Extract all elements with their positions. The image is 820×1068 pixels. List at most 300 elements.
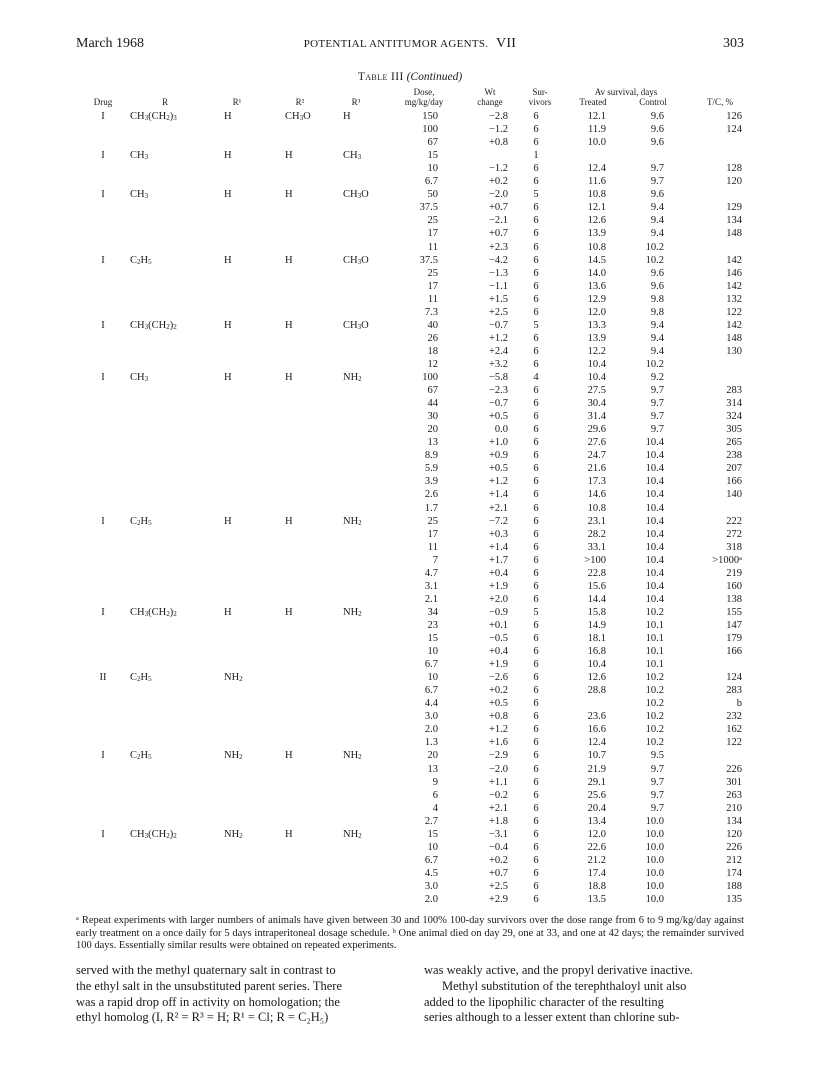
cell-tc: 124 [726, 672, 742, 684]
cell-tc: 132 [726, 293, 742, 305]
cell-control: 10.4 [645, 502, 664, 514]
cell-r3: $NH_2$ [343, 606, 362, 618]
cell-survivors: 5 [533, 319, 539, 331]
cell-control: 10.4 [645, 593, 664, 605]
cell-control: 10.1 [645, 659, 664, 671]
cell-tc: 318 [726, 541, 742, 553]
table-row [0, 306, 820, 319]
cell-dose: 30 [427, 411, 438, 423]
table-row [0, 462, 820, 475]
cell-treated: 10.4 [587, 372, 606, 383]
cell-survivors: 6 [533, 672, 539, 684]
cell-control: 9.4 [650, 228, 664, 240]
cell-control: 10.4 [645, 580, 664, 592]
cell-treated: 16.6 [587, 724, 606, 736]
cell-tc: 160 [726, 580, 742, 592]
table-row [0, 502, 820, 515]
body-line: served with the methyl quaternary salt in contrast to [76, 963, 336, 977]
cell-survivors: 6 [533, 567, 539, 579]
cell-survivors: 6 [533, 841, 539, 853]
issue-date: March 1968 [76, 36, 145, 51]
cell-r2: H [285, 828, 293, 840]
cell-wt-change: −1.2 [488, 163, 508, 175]
cell-control: 10.0 [645, 854, 664, 866]
cell-treated: 14.6 [587, 489, 606, 501]
table-row [0, 528, 820, 541]
table-row [0, 541, 820, 554]
table-row [0, 815, 820, 828]
cell-tc: 120 [726, 828, 742, 840]
journal-title [76, 36, 744, 52]
cell-dose: 2.0 [424, 894, 438, 905]
cell-treated: >100 [584, 554, 606, 566]
cell-r3: $CH_3O$ [343, 254, 369, 266]
table-caption [76, 71, 744, 83]
cell-wt-change: +0.7 [488, 202, 508, 214]
cell-control: 9.7 [650, 398, 664, 410]
cell-control: 9.7 [650, 802, 664, 814]
cell-dose: 3.0 [424, 711, 438, 723]
table-row [0, 319, 820, 332]
cell-dose: 13 [427, 437, 438, 449]
cell-survivors: 6 [533, 502, 539, 514]
cell-tc: 148 [726, 332, 742, 344]
table-row [0, 828, 820, 841]
cell-r3: $CH_3O$ [343, 189, 369, 201]
cell-treated: 10.8 [587, 502, 606, 514]
cell-treated: 13.6 [587, 280, 606, 292]
cell-wt-change: +2.3 [488, 241, 508, 253]
cell-control: 10.4 [645, 463, 664, 475]
cell-treated: 12.2 [587, 345, 606, 357]
table-row [0, 358, 820, 371]
cell-survivors: 6 [533, 528, 539, 540]
cell-r1: H [224, 189, 232, 201]
cell-wt-change: +1.8 [488, 815, 508, 827]
cell-survivors: 6 [533, 332, 539, 344]
cell-wt-change: +1.4 [488, 489, 508, 501]
cell-treated: 10.0 [587, 137, 606, 149]
cell-r2: H [285, 750, 293, 762]
cell-treated: 25.6 [587, 789, 606, 801]
cell-tc: 155 [726, 606, 742, 618]
cell-treated: 31.4 [587, 411, 606, 423]
cell-treated: 12.0 [587, 828, 606, 840]
cell-wt-change: −5.8 [488, 372, 508, 383]
cell-tc: 226 [726, 841, 742, 853]
cell-r: $C_2H_5$ [130, 672, 152, 684]
cell-treated: 27.5 [587, 385, 606, 397]
cell-dose: 25 [427, 267, 438, 279]
cell-treated: 12.9 [587, 293, 606, 305]
col-header-dose [392, 87, 456, 107]
cell-r1: H [224, 319, 232, 331]
cell-wt-change: −2.6 [488, 672, 508, 684]
col-header-dose-line1: Dose, [413, 87, 435, 97]
table-row [0, 619, 820, 632]
cell-wt-change: +2.1 [488, 502, 508, 514]
cell-treated: 29.6 [587, 424, 606, 436]
table-label: Table III [357, 71, 404, 83]
table-row [0, 867, 820, 880]
cell-control: 9.7 [650, 385, 664, 397]
cell-wt-change: +1.2 [488, 724, 508, 736]
cell-treated: 14.9 [587, 619, 606, 631]
cell-r1: H [224, 606, 232, 618]
cell-survivors: 6 [533, 450, 539, 462]
cell-wt-change: +0.5 [488, 463, 508, 475]
body-line: was a rapid drop off in activity on homologation; the [76, 994, 340, 1009]
body-line: Methyl substitution of the terephthaloyl unit also [442, 978, 687, 993]
cell-treated: 10.8 [587, 241, 606, 253]
cell-r1: H [224, 150, 232, 162]
cell-control: 9.6 [650, 267, 664, 279]
cell-wt-change: +1.6 [488, 737, 508, 749]
cell-treated: 12.4 [587, 737, 606, 749]
cell-wt-change: +1.7 [488, 554, 508, 566]
cell-survivors: 6 [533, 802, 539, 814]
col-header-r3: R³ [351, 97, 361, 107]
cell-survivors: 6 [533, 854, 539, 866]
cell-survivors: 6 [533, 894, 539, 905]
table-row [0, 162, 820, 175]
cell-control: 9.4 [650, 332, 664, 344]
cell-dose: 6.7 [424, 685, 438, 697]
cell-wt-change: +2.4 [488, 345, 508, 357]
cell-wt-change: −2.3 [488, 385, 508, 397]
cell-tc: 128 [726, 163, 742, 175]
cell-control: 9.4 [650, 345, 664, 357]
table-row [0, 893, 820, 906]
cell-control: 10.0 [645, 828, 664, 840]
cell-survivors: 6 [533, 724, 539, 736]
cell-control: 9.4 [650, 319, 664, 331]
cell-tc: 122 [726, 306, 742, 318]
cell-r2: H [285, 150, 293, 162]
table-row [0, 645, 820, 658]
cell-r2: H [285, 372, 293, 383]
body-line: ethyl homolog (I, R² = R³ = H; R¹ = Cl; R = C₂H₅) [76, 1010, 329, 1025]
cell-wt-change: +1.2 [488, 332, 508, 344]
data-table [0, 110, 820, 920]
cell-r2: $CH_3O$ [285, 111, 311, 122]
table-row [0, 201, 820, 214]
cell-treated: 18.8 [587, 880, 606, 892]
table-row [0, 293, 820, 306]
body-line: was weakly active, and the propyl derivative inactive. [424, 963, 693, 977]
cell-dose: 20 [427, 424, 438, 436]
article-part: VII [495, 36, 517, 51]
body-line: the ethyl salt in the unsubstituted parent series. There [76, 978, 343, 993]
table-row [0, 606, 820, 619]
cell-r2: H [285, 254, 293, 266]
col-header-control: Control [639, 97, 667, 107]
cell-wt-change: +2.9 [488, 894, 508, 905]
table-footnotes: ᵃ Repeat experiments with larger numbers of animals have given between 30 and 100% 100-day survivors over the dose range from 6 to 9 mg/kg/day against early treatment on a once daily for 5 days intraperitoneal dosage schedule. ᵇ One animal died on day 29, one at 33, and one at 42 days; the remainder survived 100 days. Essentially similar results were obtained on repeated experiments. [76, 915, 744, 951]
cell-dose: 40 [427, 319, 438, 331]
cell-drug: I [101, 189, 105, 201]
cell-survivors: 6 [533, 541, 539, 553]
cell-tc: 166 [726, 476, 742, 488]
table-row [0, 280, 820, 293]
cell-wt-change: +1.9 [488, 659, 508, 671]
cell-dose: 4.7 [424, 567, 438, 579]
cell-treated: 12.6 [587, 215, 606, 227]
cell-control: 9.4 [650, 202, 664, 214]
cell-treated: 30.4 [587, 398, 606, 410]
cell-r2: H [285, 189, 293, 201]
cell-wt-change: +0.1 [488, 619, 508, 631]
cell-tc: 272 [726, 528, 742, 540]
cell-wt-change: −0.9 [488, 606, 508, 618]
cell-control: 9.8 [650, 293, 664, 305]
cell-survivors: 6 [533, 254, 539, 266]
cell-r: $C_2H_5$ [130, 515, 152, 527]
cell-dose: 3.9 [424, 476, 438, 488]
cell-dose: 5.9 [424, 463, 438, 475]
cell-dose: 25 [427, 215, 438, 227]
cell-r1: $NH_2$ [224, 750, 243, 762]
cell-drug: I [101, 150, 105, 162]
cell-survivors: 6 [533, 580, 539, 592]
cell-survivors: 5 [533, 189, 539, 201]
cell-survivors: 4 [533, 372, 539, 383]
cell-treated: 21.2 [587, 854, 606, 866]
col-header-drug: Drug [93, 97, 113, 107]
cell-control: 9.6 [650, 280, 664, 292]
cell-drug: I [101, 828, 105, 840]
cell-r1: H [224, 254, 232, 266]
cell-tc: 238 [726, 450, 742, 462]
cell-dose: 11 [427, 293, 438, 305]
table-row [0, 763, 820, 776]
cell-tc: 301 [726, 776, 742, 788]
cell-control: 10.4 [645, 437, 664, 449]
table-row [0, 776, 820, 789]
col-header-dose-line2: mg/kg/day [404, 97, 444, 107]
cell-dose: 11 [427, 241, 438, 253]
cell-survivors: 6 [533, 619, 539, 631]
cell-wt-change: −1.2 [488, 124, 508, 136]
cell-treated: 14.5 [587, 254, 606, 266]
cell-wt-change: −2.9 [488, 750, 508, 762]
cell-dose: 1.7 [424, 502, 438, 514]
cell-treated: 13.3 [587, 319, 606, 331]
cell-wt-change: +2.5 [488, 880, 508, 892]
body-text-right-column [424, 963, 744, 1026]
cell-wt-change: +1.9 [488, 580, 508, 592]
cell-r1: H [224, 372, 232, 383]
cell-tc: 283 [726, 685, 742, 697]
col-header-tc: T/C, % [707, 97, 733, 107]
cell-treated: 24.7 [587, 450, 606, 462]
col-header-treated: Treated [579, 97, 607, 107]
cell-dose: 6.7 [424, 176, 438, 188]
cell-r: $CH_3(CH_2)_2$ [130, 606, 177, 618]
col-header-survivors-line2: vivors [528, 97, 552, 107]
cell-r1: $NH_2$ [224, 828, 243, 840]
cell-survivors: 6 [533, 659, 539, 671]
col-header-r1: R¹ [232, 97, 242, 107]
cell-tc: 138 [726, 593, 742, 605]
cell-control: 10.1 [645, 633, 664, 644]
cell-tc: 142 [726, 254, 742, 266]
cell-dose: 37.5 [419, 202, 438, 214]
cell-r: $CH_3$ [130, 150, 149, 162]
cell-wt-change: +0.9 [488, 450, 508, 462]
cell-dose: 6 [432, 789, 438, 801]
cell-dose: 15 [427, 633, 438, 644]
cell-tc: 130 [726, 345, 742, 357]
cell-survivors: 6 [533, 593, 539, 605]
cell-survivors: 6 [533, 880, 539, 892]
cell-dose: 15 [427, 150, 438, 162]
cell-dose: 150 [422, 111, 438, 122]
cell-r: $CH_3(CH_2)_2$ [130, 828, 177, 840]
cell-control: 10.1 [645, 646, 664, 658]
cell-dose: 11 [427, 541, 438, 553]
cell-tc: 219 [726, 567, 742, 579]
cell-wt-change: +1.0 [488, 437, 508, 449]
cell-wt-change: +0.7 [488, 228, 508, 240]
table-row [0, 423, 820, 436]
cell-wt-change: +1.5 [488, 293, 508, 305]
cell-dose: 20 [427, 750, 438, 762]
cell-wt-change: +0.2 [488, 176, 508, 188]
cell-wt-change: −2.0 [488, 189, 508, 201]
cell-dose: 2.6 [424, 489, 438, 501]
cell-control: 10.4 [645, 567, 664, 579]
cell-tc: 126 [726, 111, 742, 122]
cell-survivors: 6 [533, 515, 539, 527]
cell-tc: 129 [726, 202, 742, 214]
cell-wt-change: +0.4 [488, 646, 508, 658]
table-row [0, 449, 820, 462]
cell-survivors: 6 [533, 358, 539, 370]
cell-survivors: 6 [533, 463, 539, 475]
cell-dose: 4.4 [424, 698, 438, 710]
cell-tc: 283 [726, 385, 742, 397]
cell-r: $C_2H_5$ [130, 254, 152, 266]
body-text-left-column [76, 963, 404, 1026]
cell-control: 10.1 [645, 619, 664, 631]
table-row [0, 123, 820, 136]
cell-control: 9.7 [650, 163, 664, 175]
cell-survivors: 6 [533, 293, 539, 305]
cell-drug: I [101, 254, 105, 266]
cell-r1: H [224, 515, 232, 527]
cell-r2: H [285, 515, 293, 527]
cell-r: $C_2H_5$ [130, 750, 152, 762]
cell-wt-change: −3.1 [488, 828, 508, 840]
table-row [0, 880, 820, 893]
cell-drug: I [101, 750, 105, 762]
cell-dose: 100 [422, 372, 438, 383]
cell-control: 10.4 [645, 554, 664, 566]
cell-control: 9.6 [650, 137, 664, 149]
cell-tc: 222 [726, 515, 742, 527]
cell-r3: $CH_3$ [343, 150, 362, 162]
cell-wt-change: −0.4 [488, 841, 508, 853]
cell-wt-change: +0.3 [488, 528, 508, 540]
table-row [0, 710, 820, 723]
cell-wt-change: −1.1 [488, 280, 508, 292]
cell-dose: 10 [427, 672, 438, 684]
cell-treated: 11.6 [588, 176, 606, 188]
cell-survivors: 6 [533, 763, 539, 775]
cell-treated: 12.4 [587, 163, 606, 175]
col-header-av-survival: Av survival, days [594, 87, 658, 97]
table-row [0, 149, 820, 162]
cell-tc: >1000ᵃ [712, 554, 742, 566]
cell-r: $CH_3(CH_2)_3$ [130, 111, 177, 122]
cell-treated: 22.8 [587, 567, 606, 579]
cell-dose: 67 [427, 385, 438, 397]
cell-survivors: 6 [533, 789, 539, 801]
cell-tc: 226 [726, 763, 742, 775]
cell-survivors: 6 [533, 137, 539, 149]
cell-r3: $CH_3O$ [343, 319, 369, 331]
cell-r1: $NH_2$ [224, 672, 243, 684]
table-row [0, 488, 820, 501]
cell-dose: 23 [427, 619, 438, 631]
cell-control: 9.7 [650, 776, 664, 788]
table-row [0, 723, 820, 736]
cell-wt-change: +0.4 [488, 567, 508, 579]
cell-dose: 34 [427, 606, 438, 618]
table-row [0, 475, 820, 488]
cell-tc: 135 [726, 894, 742, 905]
cell-dose: 1.3 [424, 737, 438, 749]
cell-survivors: 6 [533, 776, 539, 788]
cell-survivors: 1 [533, 150, 539, 162]
cell-dose: 7 [432, 554, 438, 566]
cell-survivors: 6 [533, 828, 539, 840]
cell-dose: 9 [432, 776, 438, 788]
cell-dose: 12 [427, 358, 438, 370]
table-row [0, 410, 820, 423]
cell-wt-change: −0.2 [488, 789, 508, 801]
col-header-survivors [518, 87, 562, 107]
table-row [0, 854, 820, 867]
cell-control: 10.2 [645, 698, 664, 710]
cell-treated: 10.8 [587, 189, 606, 201]
body-line: added to the lipophilic character of the resulting [424, 994, 664, 1009]
cell-treated: 10.7 [587, 750, 606, 762]
cell-dose: 44 [427, 398, 438, 410]
article-title: POTENTIAL ANTITUMOR AGENTS. [303, 38, 489, 50]
cell-tc: 314 [726, 398, 742, 410]
cell-tc: 305 [726, 424, 742, 436]
cell-dose: 10 [427, 841, 438, 853]
cell-survivors: 6 [533, 711, 539, 723]
cell-wt-change: −0.5 [488, 633, 508, 644]
cell-tc: 142 [726, 319, 742, 331]
cell-survivors: 6 [533, 228, 539, 240]
cell-survivors: 6 [533, 424, 539, 436]
cell-treated: 15.6 [587, 580, 606, 592]
table-row [0, 515, 820, 528]
table-row [0, 802, 820, 815]
cell-dose: 8.9 [424, 450, 438, 462]
cell-control: 10.0 [645, 894, 664, 905]
table-row [0, 241, 820, 254]
cell-treated: 12.6 [587, 672, 606, 684]
cell-dose: 17 [427, 528, 438, 540]
cell-treated: 17.3 [587, 476, 606, 488]
cell-r2: H [285, 606, 293, 618]
cell-wt-change: −2.0 [488, 763, 508, 775]
